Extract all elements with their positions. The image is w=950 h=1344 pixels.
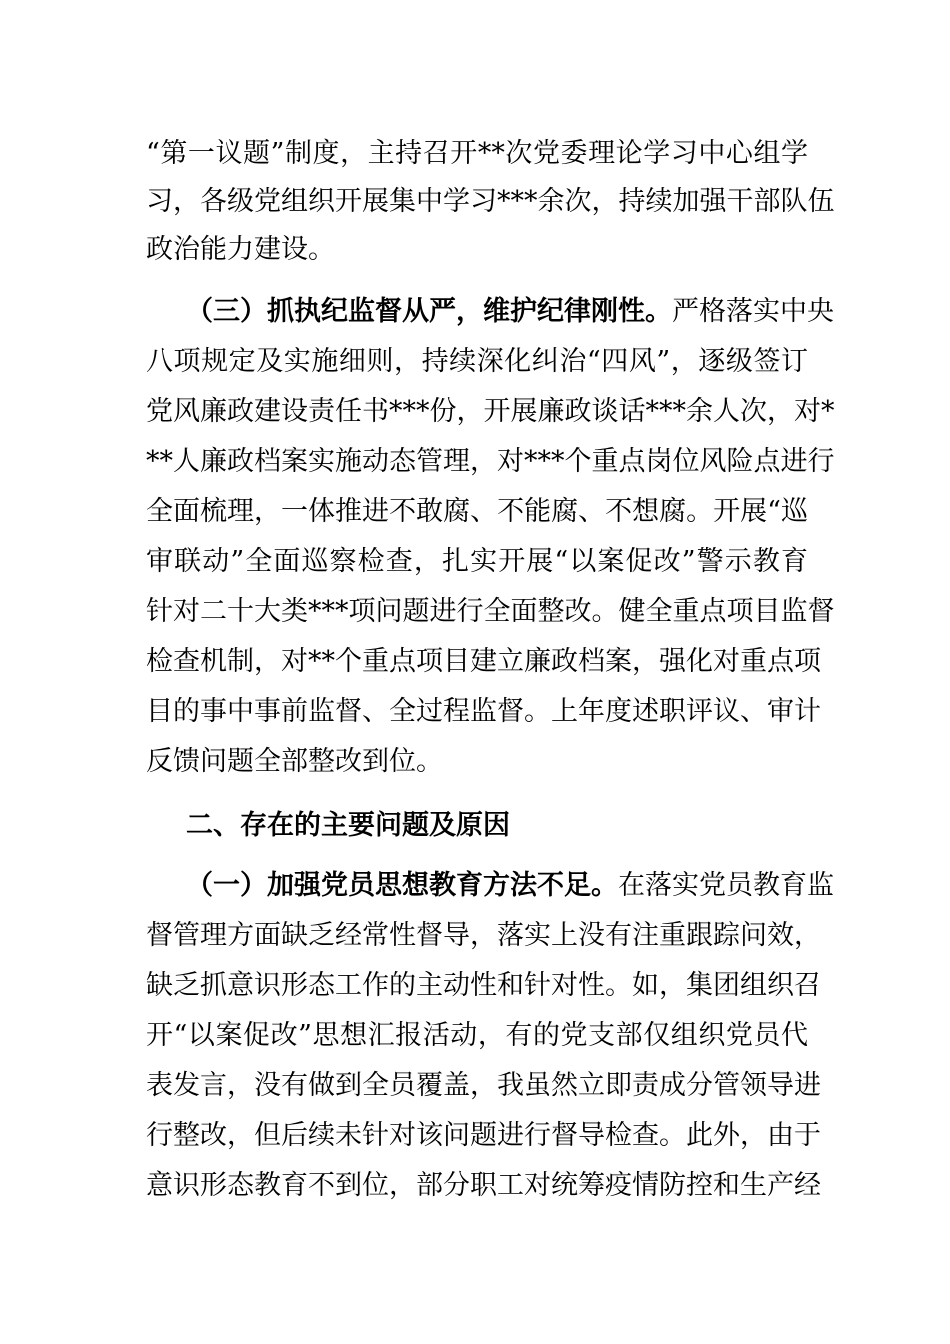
para1-line-2: 习，各级党组织开展集中学习***余次，持续加强干部队伍	[146, 186, 835, 217]
para3-heading: （一）加强党员思想教育方法不足。	[186, 870, 618, 901]
para2-first-line-rest: 严格落实中央	[672, 296, 834, 327]
para3-first-line-rest: 在落实党员教育监	[618, 870, 834, 901]
para2-line-1	[186, 294, 834, 330]
para3-line-6: 行整改，但后续未针对该问题进行督导检查。此外，由于	[146, 1120, 821, 1151]
para2-line-10: 反馈问题全部整改到位。	[146, 746, 443, 777]
para2-line-5: 全面梳理，一体推进不敢腐、不能腐、不想腐。开展“巡	[146, 496, 808, 527]
para2-line-8: 检查机制，对**个重点项目建立廉政档案，强化对重点项	[146, 646, 821, 677]
para3-line-3: 缺乏抓意识形态工作的主动性和针对性。如，集团组织召	[146, 970, 821, 1001]
para2-line-9: 目的事中事前监督、全过程监督。上年度述职评议、审计	[146, 696, 821, 727]
para2-heading: （三）抓执纪监督从严，维护纪律刚性。	[186, 296, 672, 327]
para3-line-2: 督管理方面缺乏经常性督导，落实上没有注重跟踪问效，	[146, 920, 821, 951]
para2-line-7: 针对二十大类***项问题进行全面整改。健全重点项目监督	[146, 596, 835, 627]
para2-line-2: 八项规定及实施细则，持续深化纠治“四风”，逐级签订	[146, 346, 808, 377]
para2-line-4: **人廉政档案实施动态管理，对***个重点岗位风险点进行	[146, 446, 835, 477]
para3-line-4: 开“以案促改”思想汇报活动，有的党支部仅组织党员代	[146, 1020, 808, 1051]
para2-line-6: 审联动”全面巡察检查，扎实开展“以案促改”警示教育	[146, 546, 808, 577]
para3-line-1	[186, 868, 834, 904]
para1-line-3: 政治能力建设。	[146, 234, 335, 265]
section-heading: 二、存在的主要问题及原因	[186, 810, 510, 841]
para2-line-3: 党风廉政建设责任书***份，开展廉政谈话***余人次，对*	[146, 396, 835, 427]
para3-line-7: 意识形态教育不到位，部分职工对统筹疫情防控和生产经	[146, 1170, 821, 1201]
para3-line-5: 表发言，没有做到全员覆盖，我虽然立即责成分管领导进	[146, 1070, 821, 1101]
para1-line-1: “第一议题”制度，主持召开**次党委理论学习中心组学	[146, 138, 808, 169]
